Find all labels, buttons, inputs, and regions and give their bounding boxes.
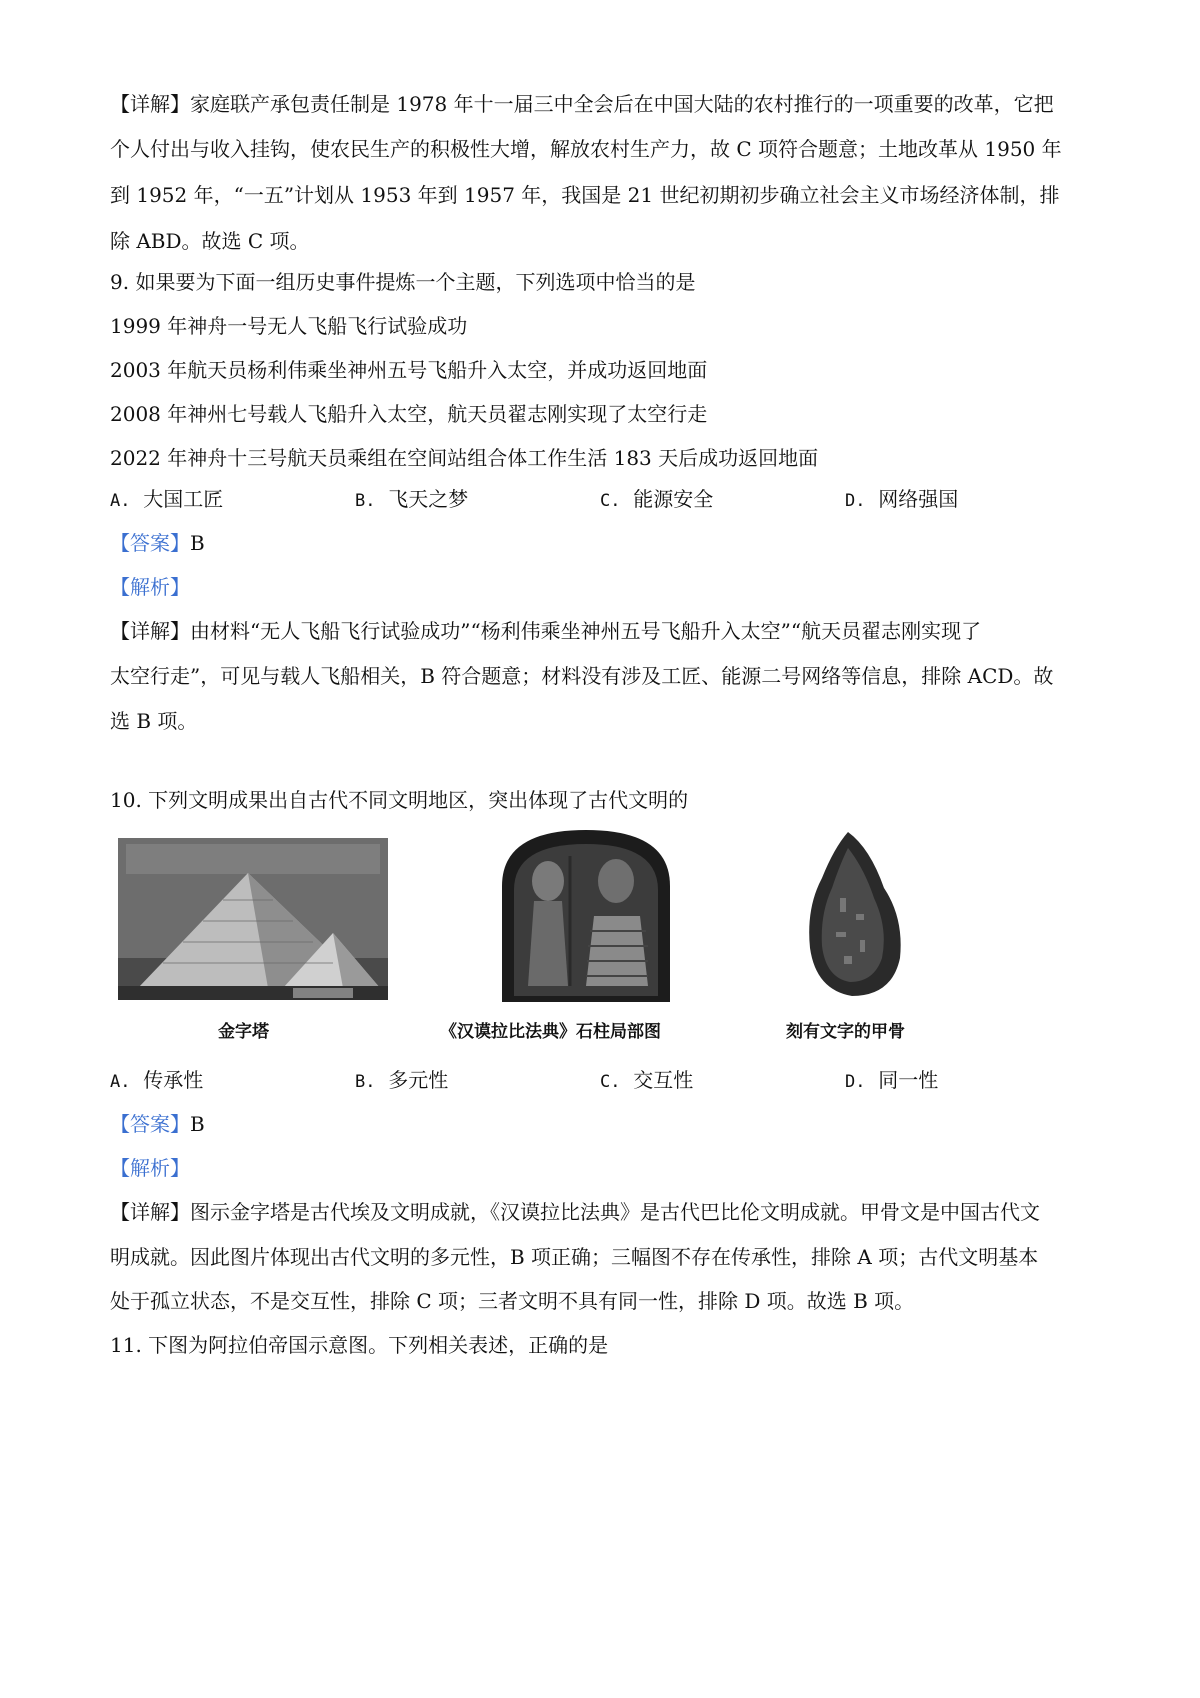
q8-detail-line-4: 除 ABD。故选 C 项。 [110,229,310,253]
q9-event-2: 2003 年航天员杨利伟乘坐神州五号飞船升入太空，并成功返回地面 [110,358,708,382]
answer-tag: 【答案】 [110,531,190,555]
answer-value: B [190,531,205,555]
q9-event-3: 2008 年神州七号载人飞船升入太空，航天员翟志刚实现了太空行走 [110,402,708,426]
pyramid-photo [118,838,388,1000]
q9-option-a: A. 大国工匠 [110,487,224,511]
q10-detail-line-2: 明成就。因此图片体现出古代文明的多元性，B 项正确；三幅图不存在传承性，排除 A 项；古代文明基本 [110,1245,1039,1269]
q8-detail-line-2: 个人付出与收入挂钩，使农民生产的积极性大增，解放农村生产力，故 C 项符合题意；土地改革从 1950 年 [110,137,1062,161]
detail-text: 家庭联产承包责任制是 1978 年十一届三中全会后在中国大陆的农村推行的一项重要的改革，它把 [190,92,1054,116]
q9-event-4: 2022 年神舟十三号航天员乘组在空间站组合体工作生活 183 天后成功返回地面 [110,446,819,470]
answer-value: B [190,1112,205,1136]
q10-detail-line-1: 【详解】图示金字塔是古代埃及文明成就，《汉谟拉比法典》是古代巴比伦文明成就。甲骨文是中国古代文 [110,1200,1040,1224]
q10-option-d: D. 同一性 [845,1068,939,1092]
q10-stem: 10. 下列文明成果出自古代不同文明地区，突出体现了古代文明的 [110,788,689,812]
q10-option-c: C. 交互性 [600,1068,694,1092]
figure-caption-oracle-bone: 刻有文字的甲骨 [786,1022,905,1042]
q11-stem: 11. 下图为阿拉伯帝国示意图。下列相关表述，正确的是 [110,1333,609,1357]
q9-stem: 9. 如果要为下面一组历史事件提炼一个主题，下列选项中恰当的是 [110,270,696,294]
q10-option-a: A. 传承性 [110,1068,204,1092]
q8-detail-line-3: 到 1952 年，“一五”计划从 1953 年到 1957 年，我国是 21 世纪初期初步确立社会主义市场经济体制，排 [110,183,1060,207]
figure-caption-pyramid: 金字塔 [218,1022,269,1042]
q9-answer [110,528,205,558]
detail-tag: 【详解】 [110,619,190,643]
q9-detail-line-3: 选 B 项。 [110,709,198,733]
detail-tag: 【详解】 [110,1200,190,1224]
q8-detail-line-1 [110,89,1054,119]
hammurabi-stele-photo [498,826,674,1002]
answer-tag: 【答案】 [110,1112,190,1136]
q9-detail-line-2: 太空行走”，可见与载人飞船相关，B 符合题意；材料没有涉及工匠、能源二号网络等信息，排除 ACD。故 [110,664,1054,688]
q10-detail-line-3: 处于孤立状态，不是交互性，排除 C 项；三者文明不具有同一性，排除 D 项。故选 B 项。 [110,1289,915,1313]
q10-answer [110,1109,205,1139]
q10-option-b: B. 多元性 [355,1068,449,1092]
q9-event-1: 1999 年神舟一号无人飞船飞行试验成功 [110,314,468,338]
q9-detail-line-1: 【详解】由材料“无人飞船飞行试验成功”“杨利伟乘坐神州五号飞船升入太空”“航天员翟志刚实现了 [110,619,982,643]
q9-option-c: C. 能源安全 [600,487,714,511]
oracle-bone-photo [800,828,910,1000]
figure-caption-stele: 《汉谟拉比法典》石柱局部图 [440,1022,661,1042]
q9-option-b: B. 飞天之梦 [355,487,469,511]
q9-analysis-tag: 【解析】 [110,575,190,599]
q9-option-d: D. 网络强国 [845,487,959,511]
q10-analysis-tag: 【解析】 [110,1156,190,1180]
detail-tag: 【详解】 [110,92,190,116]
